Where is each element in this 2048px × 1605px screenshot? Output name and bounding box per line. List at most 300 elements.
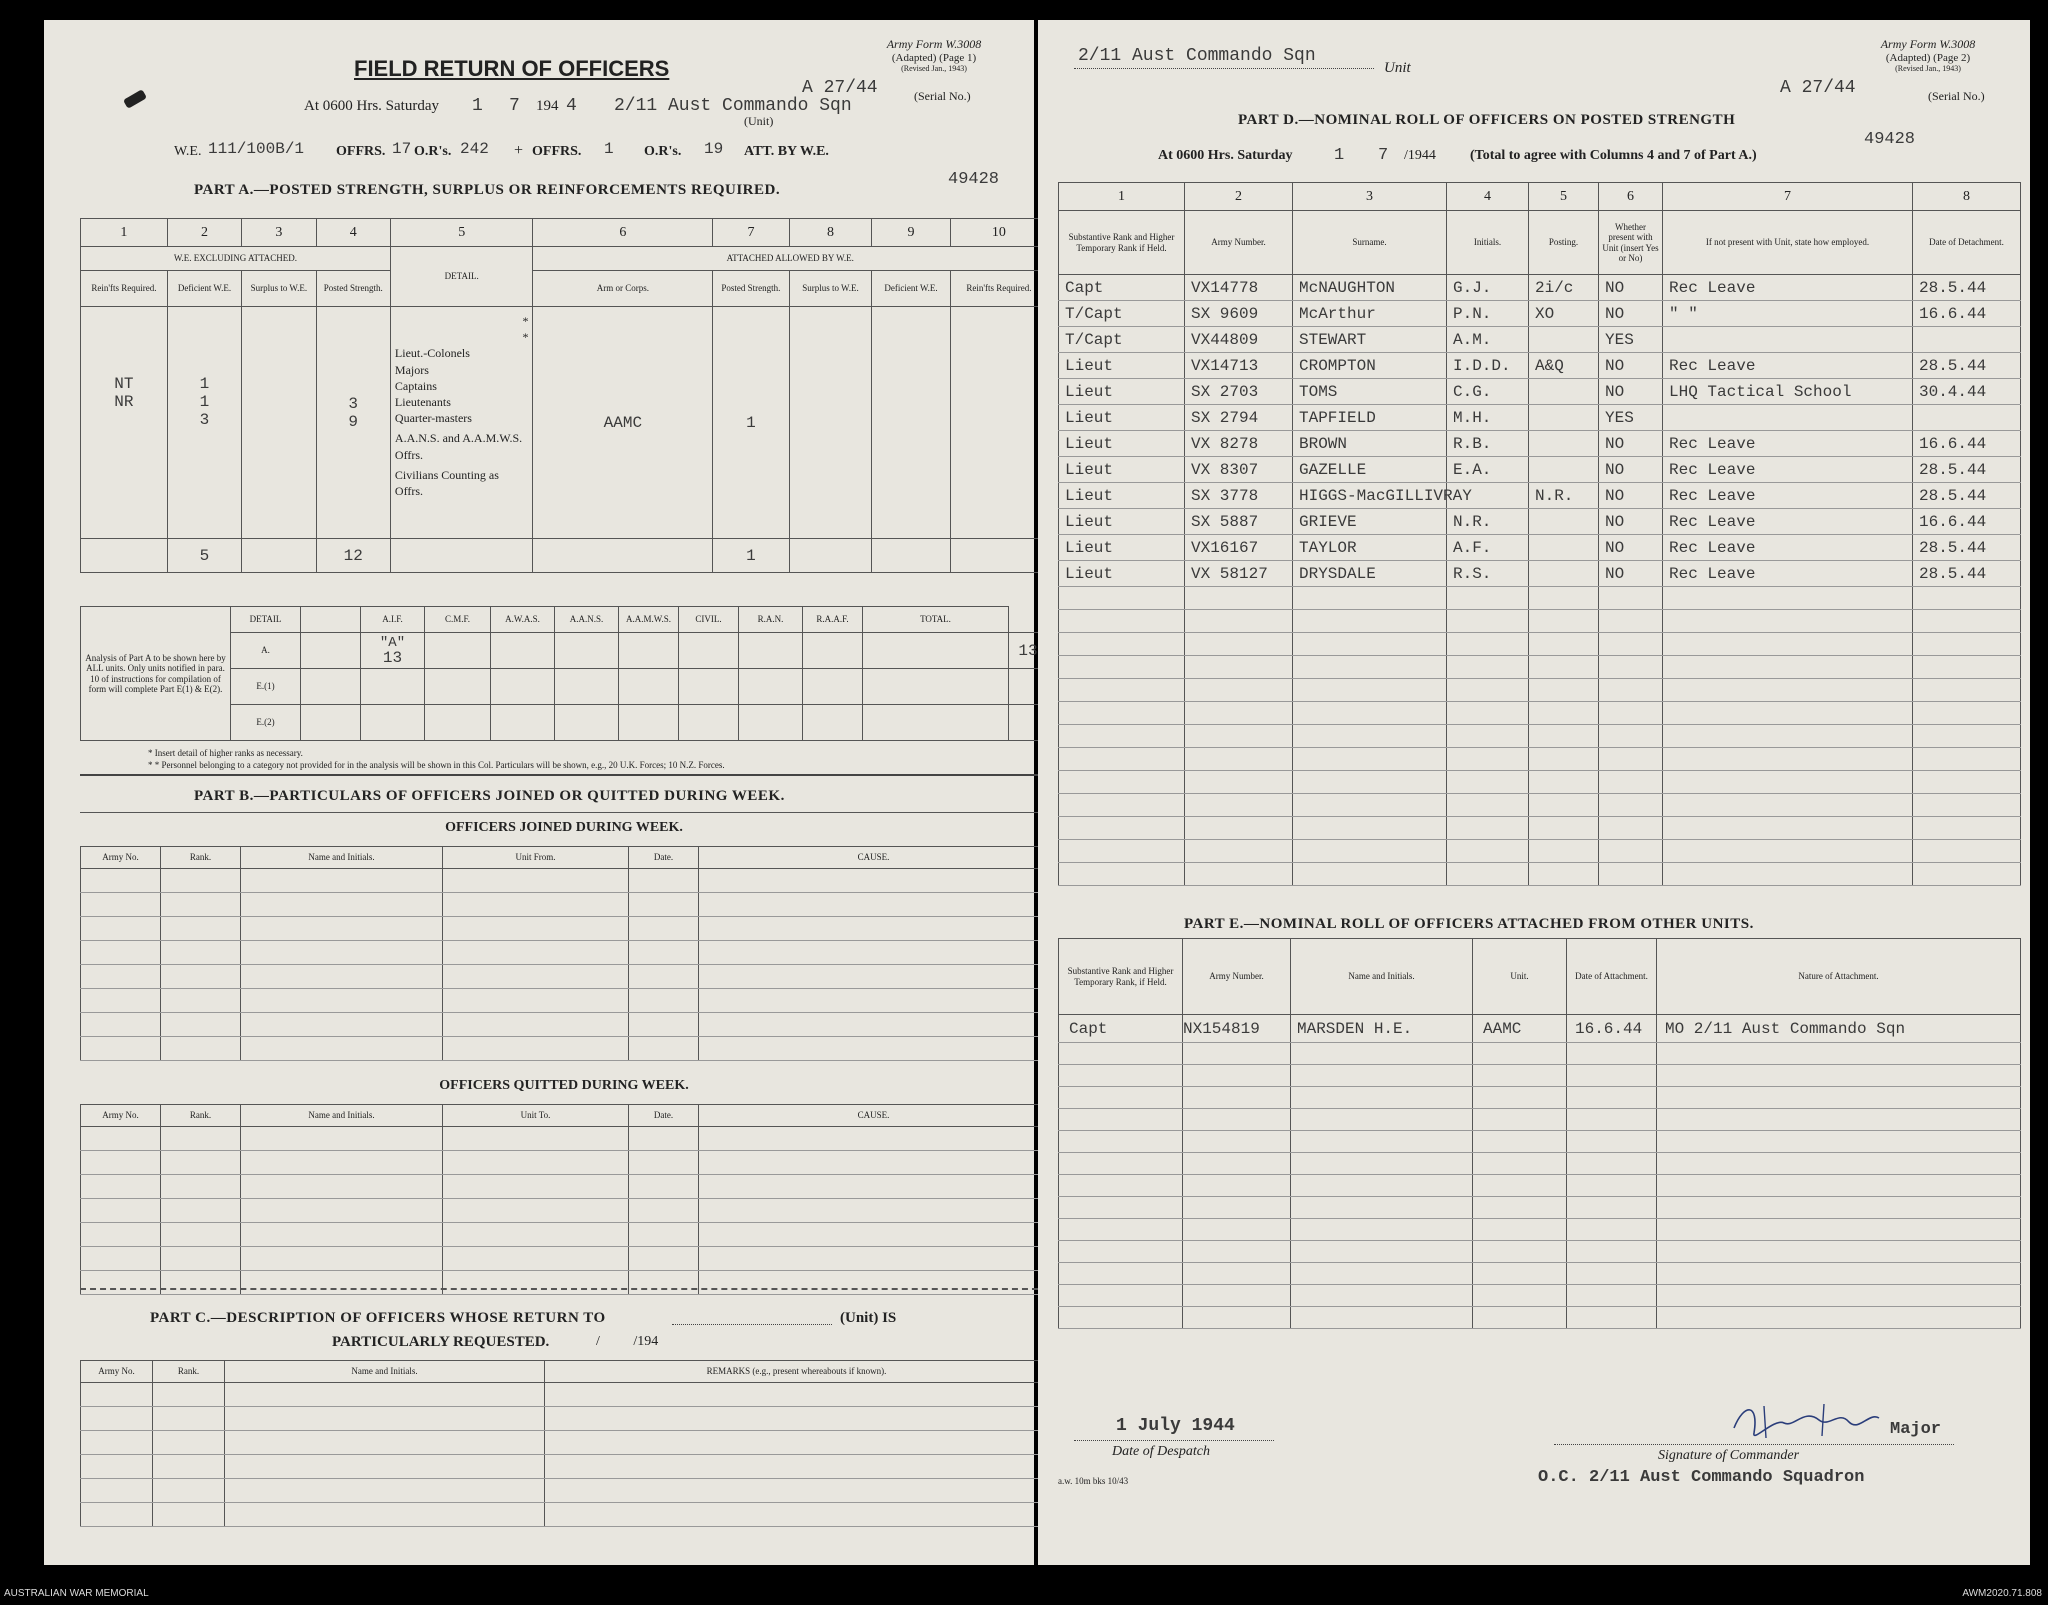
analysis-head: A.A.M.W.S. bbox=[619, 607, 679, 633]
cell-employed: Rec Leave bbox=[1663, 509, 1913, 535]
col-number: 5 bbox=[390, 219, 533, 247]
arm-corps: AAMC bbox=[603, 413, 643, 432]
number-stamp: 49428 bbox=[948, 170, 1000, 189]
quitted-head: Army No. bbox=[81, 1105, 161, 1127]
cell-army-no: SX 3778 bbox=[1185, 483, 1293, 509]
cell-surname: TAPFIELD bbox=[1293, 405, 1447, 431]
blank-row bbox=[1059, 1241, 2021, 1263]
offrs2-label: OFFRS. bbox=[532, 144, 582, 159]
cell-employed: Rec Leave bbox=[1663, 483, 1913, 509]
offrs-value: 17 bbox=[392, 140, 412, 158]
reinf-value: NR bbox=[114, 393, 134, 411]
cell-army-no: VX44809 bbox=[1185, 327, 1293, 353]
aif-value: 13 bbox=[382, 648, 403, 667]
form-ref: Army Form W.3008 bbox=[886, 37, 982, 51]
part-d-table bbox=[1058, 182, 2021, 886]
col-number: 6 bbox=[533, 219, 713, 247]
cell-surname: DRYSDALE bbox=[1293, 561, 1447, 587]
blank-row bbox=[1059, 1153, 2021, 1175]
part-e-head: Substantive Rank and Higher Temporary Rank, if Held. bbox=[1059, 939, 1183, 1015]
blank-row bbox=[1059, 840, 2021, 863]
at-line: At 0600 Hrs. Saturday bbox=[1158, 148, 1293, 163]
col-head: Arm or Corps. bbox=[533, 271, 713, 307]
analysis-head: DETAIL bbox=[231, 607, 301, 633]
blank-row bbox=[81, 1271, 1049, 1295]
cell-employed: Rec Leave bbox=[1663, 353, 1913, 379]
table-row bbox=[1059, 275, 2021, 301]
rank-row: Majors bbox=[394, 362, 429, 377]
part-c-table bbox=[80, 1360, 1049, 1527]
analysis-row-label: E.(2) bbox=[231, 705, 301, 741]
footnote-2: * * Personnel belonging to a category not provided for in the analysis will be shown in this Col. Particulars will be shown, e.g., 20 U.K. Forces; 10 N.Z. Forces. bbox=[148, 760, 725, 770]
col-head: Army Number. bbox=[1185, 211, 1293, 275]
cell-date: 28.5.44 bbox=[1913, 483, 2021, 509]
table-row bbox=[1059, 483, 2021, 509]
blank-row bbox=[81, 1407, 1049, 1431]
cell-present: NO bbox=[1599, 457, 1663, 483]
unit-name: 2/11 Aust Commando Sqn bbox=[1078, 46, 1316, 66]
col-number: 10 bbox=[950, 219, 1047, 247]
cell-date: 16.6.44 bbox=[1913, 431, 2021, 457]
cell-posting: 2i/c bbox=[1529, 275, 1599, 301]
plus-sign: + bbox=[514, 142, 524, 159]
analysis-head: A.A.N.S. bbox=[555, 607, 619, 633]
cell-present: NO bbox=[1599, 301, 1663, 327]
posted-value: 3 bbox=[348, 395, 359, 413]
cell-rank: T/Capt bbox=[1059, 301, 1185, 327]
blank-row bbox=[1059, 1307, 2021, 1329]
cell-rank: Lieut bbox=[1059, 483, 1185, 509]
col-head: Surplus to W.E. bbox=[242, 271, 316, 307]
cell-rank: Lieut bbox=[1059, 431, 1185, 457]
cell-surname: TOMS bbox=[1293, 379, 1447, 405]
col-number: 6 bbox=[1599, 183, 1663, 211]
cell-posting bbox=[1529, 535, 1599, 561]
blank-row bbox=[1059, 725, 2021, 748]
table-row bbox=[1059, 535, 2021, 561]
table-row bbox=[1059, 379, 2021, 405]
signature-label: Signature of Commander bbox=[1658, 1448, 1800, 1463]
rank-row: Lieutenants bbox=[394, 394, 451, 409]
serial-label: (Serial No.) bbox=[914, 89, 971, 103]
part-c-head: Army No. bbox=[81, 1361, 153, 1383]
part-c-head: Name and Initials. bbox=[225, 1361, 545, 1383]
blank-row bbox=[1059, 748, 2021, 771]
cell-posting: A&Q bbox=[1529, 353, 1599, 379]
cell-date: 28.5.44 bbox=[1913, 353, 2021, 379]
analysis-head: C.M.F. bbox=[425, 607, 491, 633]
signature-rank: Major bbox=[1890, 1420, 1942, 1439]
cell-surname: McArthur bbox=[1293, 301, 1447, 327]
date-month: 7 bbox=[1378, 146, 1389, 165]
part-e-head: Army Number. bbox=[1183, 939, 1291, 1015]
cell-surname: TAYLOR bbox=[1293, 535, 1447, 561]
cell-date: 28.5.44 bbox=[1913, 535, 2021, 561]
date-month: 7 bbox=[509, 96, 520, 116]
cell-rank: Lieut bbox=[1059, 535, 1185, 561]
cell-army-no: VX14778 bbox=[1185, 275, 1293, 301]
col-head: Initials. bbox=[1447, 211, 1529, 275]
col-head: Surplus to W.E. bbox=[789, 271, 872, 307]
col-number: 1 bbox=[1059, 183, 1185, 211]
cell-rank: Lieut bbox=[1059, 353, 1185, 379]
detail-header: DETAIL. bbox=[390, 247, 533, 307]
table-row bbox=[1059, 457, 2021, 483]
cell-date: 30.4.44 bbox=[1913, 379, 2021, 405]
offrs2-value: 1 bbox=[604, 140, 614, 158]
year-prefix: 194 bbox=[536, 98, 559, 114]
cell-initials: A.F. bbox=[1447, 535, 1529, 561]
cell-present: YES bbox=[1599, 327, 1663, 353]
joined-head: Army No. bbox=[81, 847, 161, 869]
cell-present: NO bbox=[1599, 353, 1663, 379]
form-revised: (Revised Jan., 1943) bbox=[901, 64, 967, 74]
col-head: Date of Detachment. bbox=[1913, 211, 2021, 275]
quitted-head: Date. bbox=[629, 1105, 699, 1127]
form-title: FIELD RETURN OF OFFICERS bbox=[354, 56, 670, 81]
asterisk: * bbox=[522, 314, 529, 328]
cell-employed: Rec Leave bbox=[1663, 275, 1913, 301]
signature-image bbox=[1724, 1398, 1884, 1446]
blank-row bbox=[81, 1431, 1049, 1455]
cell-date bbox=[1913, 405, 2021, 431]
part-d-title: PART D.—NOMINAL ROLL OF OFFICERS ON POSTED STRENGTH bbox=[1238, 112, 1736, 128]
total-deficient: 5 bbox=[167, 539, 241, 573]
joined-table bbox=[80, 846, 1049, 1061]
commander-line: O.C. 2/11 Aust Commando Squadron bbox=[1538, 1468, 1865, 1487]
table-row bbox=[1059, 405, 2021, 431]
cell-name: MARSDEN H.E. bbox=[1291, 1015, 1473, 1043]
cell-initials: M.H. bbox=[1447, 405, 1529, 431]
part-c-head: REMARKS (e.g., present whereabouts if known). bbox=[545, 1361, 1049, 1383]
unit-name: 2/11 Aust Commando Sqn bbox=[614, 96, 852, 116]
blank-row bbox=[81, 1479, 1049, 1503]
pencil-mark-icon bbox=[123, 89, 147, 109]
cell-initials: C.G. bbox=[1447, 379, 1529, 405]
col-number: 9 bbox=[872, 219, 951, 247]
col-number: 8 bbox=[789, 219, 872, 247]
we-value: 111/100B/1 bbox=[208, 140, 305, 158]
unit-label: Unit bbox=[1384, 60, 1411, 76]
blank-row bbox=[81, 965, 1049, 989]
analysis-head: A.W.A.S. bbox=[491, 607, 555, 633]
blank-row bbox=[1059, 1219, 2021, 1241]
col-number: 4 bbox=[1447, 183, 1529, 211]
form-ref: Army Form W.3008 bbox=[1880, 37, 1976, 51]
attached-header: ATTACHED ALLOWED BY W.E. bbox=[533, 247, 1048, 271]
form-page-2 bbox=[1038, 20, 2030, 1565]
cell-initials: N.R. bbox=[1447, 509, 1529, 535]
cell-date: 28.5.44 bbox=[1913, 275, 2021, 301]
ors2-label: O.R's. bbox=[644, 144, 682, 159]
cell-army-no: SX 9609 bbox=[1185, 301, 1293, 327]
cell-surname: BROWN bbox=[1293, 431, 1447, 457]
cell-posting bbox=[1529, 509, 1599, 535]
ors-value: 242 bbox=[460, 140, 489, 158]
blank-row bbox=[1059, 1043, 2021, 1065]
part-b-title: PART B.—PARTICULARS OF OFFICERS JOINED OR QUITTED DURING WEEK. bbox=[194, 788, 785, 804]
footnote-1: * Insert detail of higher ranks as necessary. bbox=[148, 748, 303, 758]
date-day: 1 bbox=[472, 96, 483, 116]
asterisk: * bbox=[522, 330, 529, 345]
col-head: Substantive Rank and Higher Temporary Rank if Held. bbox=[1059, 211, 1185, 275]
cell-initials: A.M. bbox=[1447, 327, 1529, 353]
cell-employed: Rec Leave bbox=[1663, 431, 1913, 457]
number-stamp: 49428 bbox=[1864, 130, 1916, 149]
rank-row: A.A.N.S. and A.A.M.W.S. Offrs. bbox=[394, 431, 523, 462]
blank-row bbox=[81, 941, 1049, 965]
cell-initials: P.N. bbox=[1447, 301, 1529, 327]
blank-row bbox=[81, 1037, 1049, 1061]
form-page-1 bbox=[44, 20, 1038, 1565]
at-line-prefix: At 0600 Hrs. Saturday bbox=[304, 98, 439, 114]
blank-row bbox=[1059, 679, 2021, 702]
rank-row: Captains bbox=[394, 378, 437, 393]
blank-row bbox=[1059, 1109, 2021, 1131]
blank-row bbox=[1059, 1263, 2021, 1285]
cell-army-no: NX154819 bbox=[1183, 1015, 1291, 1043]
cell-date: 28.5.44 bbox=[1913, 561, 2021, 587]
blank-row bbox=[81, 1223, 1049, 1247]
cell-posting bbox=[1529, 405, 1599, 431]
total-attached: 1 bbox=[713, 539, 789, 573]
deficient-value: 1 bbox=[199, 375, 210, 393]
cell-posting bbox=[1529, 379, 1599, 405]
part-c-date: / /194 bbox=[596, 1334, 659, 1349]
cell-employed: Rec Leave bbox=[1663, 457, 1913, 483]
joined-head: Date. bbox=[629, 847, 699, 869]
cell-initials: E.A. bbox=[1447, 457, 1529, 483]
form-revised: (Revised Jan., 1943) bbox=[1895, 64, 1961, 74]
year: /1944 bbox=[1404, 148, 1436, 163]
blank-row bbox=[1059, 1175, 2021, 1197]
col-number: 3 bbox=[1293, 183, 1447, 211]
blank-row bbox=[1059, 1065, 2021, 1087]
blank-row bbox=[81, 917, 1049, 941]
quitted-head: Unit To. bbox=[443, 1105, 629, 1127]
analysis-head: CIVIL. bbox=[679, 607, 739, 633]
joined-head: CAUSE. bbox=[699, 847, 1049, 869]
blank-row bbox=[1059, 633, 2021, 656]
at-line-suffix: (Total to agree with Columns 4 and 7 of Part A.) bbox=[1470, 148, 1757, 163]
table-row bbox=[1059, 1015, 2021, 1043]
cell-employed: Rec Leave bbox=[1663, 561, 1913, 587]
blank-row bbox=[81, 1013, 1049, 1037]
table-row bbox=[1059, 301, 2021, 327]
cell-army-no: SX 2703 bbox=[1185, 379, 1293, 405]
deficient-value: 1 bbox=[199, 393, 210, 411]
attached-posted: 1 bbox=[746, 413, 756, 432]
cell-initials: G.J. bbox=[1447, 275, 1529, 301]
cell-employed: Rec Leave bbox=[1663, 535, 1913, 561]
quitted-table bbox=[80, 1104, 1049, 1295]
print-note: a.w. 10m bks 10/43 bbox=[1058, 1476, 1129, 1486]
analysis-row-label: E.(1) bbox=[231, 669, 301, 705]
blank-row bbox=[81, 1455, 1049, 1479]
col-number: 7 bbox=[713, 219, 789, 247]
cell-present: YES bbox=[1599, 405, 1663, 431]
analysis-head: A.I.F. bbox=[361, 607, 425, 633]
cell-date: 16.6.44 bbox=[1913, 301, 2021, 327]
col-number: 5 bbox=[1529, 183, 1599, 211]
analysis-note: Analysis of Part A to be shown here by ALL units. Only units notified in para. 10 of instructions for compilation of form will complete Part E(1) & E(2). bbox=[81, 607, 231, 741]
blank-row bbox=[81, 1175, 1049, 1199]
col-number: 3 bbox=[242, 219, 316, 247]
col-head: Surname. bbox=[1293, 211, 1447, 275]
blank-row bbox=[81, 1247, 1049, 1271]
col-head: Deficient W.E. bbox=[167, 271, 241, 307]
blank-row bbox=[1059, 771, 2021, 794]
col-head: Whether present with Unit (insert Yes or No) bbox=[1599, 211, 1663, 275]
despatch-date: 1 July 1944 bbox=[1116, 1416, 1235, 1436]
blank-row bbox=[1059, 1197, 2021, 1219]
part-a-table bbox=[80, 218, 1048, 573]
part-c-line2: PARTICULARLY REQUESTED. bbox=[332, 1334, 550, 1350]
quitted-head: Name and Initials. bbox=[241, 1105, 443, 1127]
col-number: 4 bbox=[316, 219, 390, 247]
cell-employed: LHQ Tactical School bbox=[1663, 379, 1913, 405]
cell-army-no: VX 8278 bbox=[1185, 431, 1293, 457]
table-row bbox=[1059, 353, 2021, 379]
cell-surname: HIGGS-MacGILLIVRAY bbox=[1293, 483, 1447, 509]
cell-date: 16.6.44 bbox=[1567, 1015, 1657, 1043]
cell-surname: McNAUGHTON bbox=[1293, 275, 1447, 301]
cell-army-no: VX14713 bbox=[1185, 353, 1293, 379]
rank-row: Lieut.-Colonels bbox=[394, 346, 470, 361]
joined-head: Name and Initials. bbox=[241, 847, 443, 869]
analysis-head: TOTAL. bbox=[863, 607, 1009, 633]
blank-row bbox=[1059, 587, 2021, 610]
footer-accession: AWM2020.71.808 bbox=[1962, 1588, 2042, 1599]
cell-posting bbox=[1529, 431, 1599, 457]
we-label: W.E. bbox=[174, 144, 202, 159]
cell-initials: R.B. bbox=[1447, 431, 1529, 457]
ors2-value: 19 bbox=[704, 140, 724, 158]
blank-row bbox=[1059, 817, 2021, 840]
analysis-table bbox=[80, 606, 1048, 741]
cell-present: NO bbox=[1599, 483, 1663, 509]
cell-employed: " " bbox=[1663, 301, 1913, 327]
blank-row bbox=[1059, 610, 2021, 633]
quitted-title: OFFICERS QUITTED DURING WEEK. bbox=[439, 1078, 689, 1093]
part-e-head: Nature of Attachment. bbox=[1657, 939, 2021, 1015]
cell-date: 28.5.44 bbox=[1913, 457, 2021, 483]
blank-row bbox=[1059, 1087, 2021, 1109]
quitted-head: Rank. bbox=[161, 1105, 241, 1127]
cell-surname: CROMPTON bbox=[1293, 353, 1447, 379]
col-number: 2 bbox=[167, 219, 241, 247]
serial-number: A 27/44 bbox=[802, 78, 878, 98]
cell-date: 16.6.44 bbox=[1913, 509, 2021, 535]
joined-head: Rank. bbox=[161, 847, 241, 869]
table-row bbox=[1059, 431, 2021, 457]
cell-present: NO bbox=[1599, 379, 1663, 405]
date-day: 1 bbox=[1334, 146, 1345, 165]
cell-date bbox=[1913, 327, 2021, 353]
joined-head: Unit From. bbox=[443, 847, 629, 869]
form-adapted: (Adapted) (Page 2) bbox=[1885, 51, 1971, 64]
cell-unit: AAMC bbox=[1473, 1015, 1567, 1043]
cell-posting bbox=[1529, 327, 1599, 353]
part-e-title: PART E.—NOMINAL ROLL OF OFFICERS ATTACHED FROM OTHER UNITS. bbox=[1184, 916, 1754, 932]
cell-rank: Capt bbox=[1059, 1015, 1183, 1043]
part-e-table bbox=[1058, 938, 2021, 1329]
blank-row bbox=[81, 1503, 1049, 1527]
blank-row bbox=[1059, 1131, 2021, 1153]
table-row bbox=[1059, 561, 2021, 587]
cell-employed bbox=[1663, 405, 1913, 431]
cell-army-no: VX16167 bbox=[1185, 535, 1293, 561]
blank-row bbox=[1059, 1285, 2021, 1307]
part-c-head: Rank. bbox=[153, 1361, 225, 1383]
quitted-head: CAUSE. bbox=[699, 1105, 1049, 1127]
deficient-value: 3 bbox=[199, 411, 210, 429]
cell-army-no: VX 8307 bbox=[1185, 457, 1293, 483]
analysis-head: R.A.A.F. bbox=[803, 607, 863, 633]
part-c-unit: (Unit) IS bbox=[840, 1310, 897, 1326]
col-number: 1 bbox=[81, 219, 168, 247]
cell-present: NO bbox=[1599, 509, 1663, 535]
unit-label: (Unit) bbox=[744, 114, 774, 128]
part-e-head: Unit. bbox=[1473, 939, 1567, 1015]
col-number: 2 bbox=[1185, 183, 1293, 211]
serial-label: (Serial No.) bbox=[1928, 89, 1985, 103]
cell-rank: Lieut bbox=[1059, 457, 1185, 483]
cell-posting: XO bbox=[1529, 301, 1599, 327]
joined-title: OFFICERS JOINED DURING WEEK. bbox=[445, 820, 683, 835]
aif-a: "A" bbox=[379, 634, 406, 651]
analysis-head: R.A.N. bbox=[739, 607, 803, 633]
col-head: Rein'fts Required. bbox=[81, 271, 168, 307]
cell-army-no: SX 2794 bbox=[1185, 405, 1293, 431]
blank-row bbox=[81, 1383, 1049, 1407]
cell-present: NO bbox=[1599, 431, 1663, 457]
cell-rank: Lieut bbox=[1059, 561, 1185, 587]
part-c-title: PART C.—DESCRIPTION OF OFFICERS WHOSE RETURN TO bbox=[150, 1310, 606, 1326]
cell-posting bbox=[1529, 561, 1599, 587]
cell-rank: Lieut bbox=[1059, 509, 1185, 535]
blank-row bbox=[1059, 794, 2021, 817]
cell-army-no: VX 58127 bbox=[1185, 561, 1293, 587]
cell-surname: STEWART bbox=[1293, 327, 1447, 353]
footer-bar bbox=[0, 1565, 2048, 1605]
blank-row bbox=[81, 893, 1049, 917]
col-head: Posted Strength. bbox=[713, 271, 789, 307]
cell-nature: MO 2/11 Aust Commando Sqn bbox=[1657, 1015, 2021, 1043]
cell-posting bbox=[1529, 457, 1599, 483]
cell-rank: Lieut bbox=[1059, 379, 1185, 405]
cell-present: NO bbox=[1599, 275, 1663, 301]
we-excluding-header: W.E. EXCLUDING ATTACHED. bbox=[81, 247, 391, 271]
att-label: ATT. BY W.E. bbox=[744, 144, 829, 159]
col-head: Deficient W.E. bbox=[872, 271, 951, 307]
ors-label: O.R's. bbox=[414, 144, 452, 159]
analysis-row-label: A. bbox=[231, 633, 301, 669]
cell-present: NO bbox=[1599, 535, 1663, 561]
blank-row bbox=[81, 1151, 1049, 1175]
col-number: 8 bbox=[1913, 183, 2021, 211]
cell-initials: R.S. bbox=[1447, 561, 1529, 587]
part-a-title: PART A.—POSTED STRENGTH, SURPLUS OR REINFORCEMENTS REQUIRED. bbox=[194, 182, 781, 198]
cell-employed bbox=[1663, 327, 1913, 353]
footer-credit: AUSTRALIAN WAR MEMORIAL bbox=[4, 1588, 149, 1599]
col-head: Rein'fts Required. bbox=[950, 271, 1047, 307]
cell-rank: Lieut bbox=[1059, 405, 1185, 431]
cell-surname: GAZELLE bbox=[1293, 457, 1447, 483]
table-row bbox=[1059, 509, 2021, 535]
rank-row: Quarter-masters bbox=[394, 411, 472, 426]
col-head: If not present with Unit, state how employed. bbox=[1663, 211, 1913, 275]
